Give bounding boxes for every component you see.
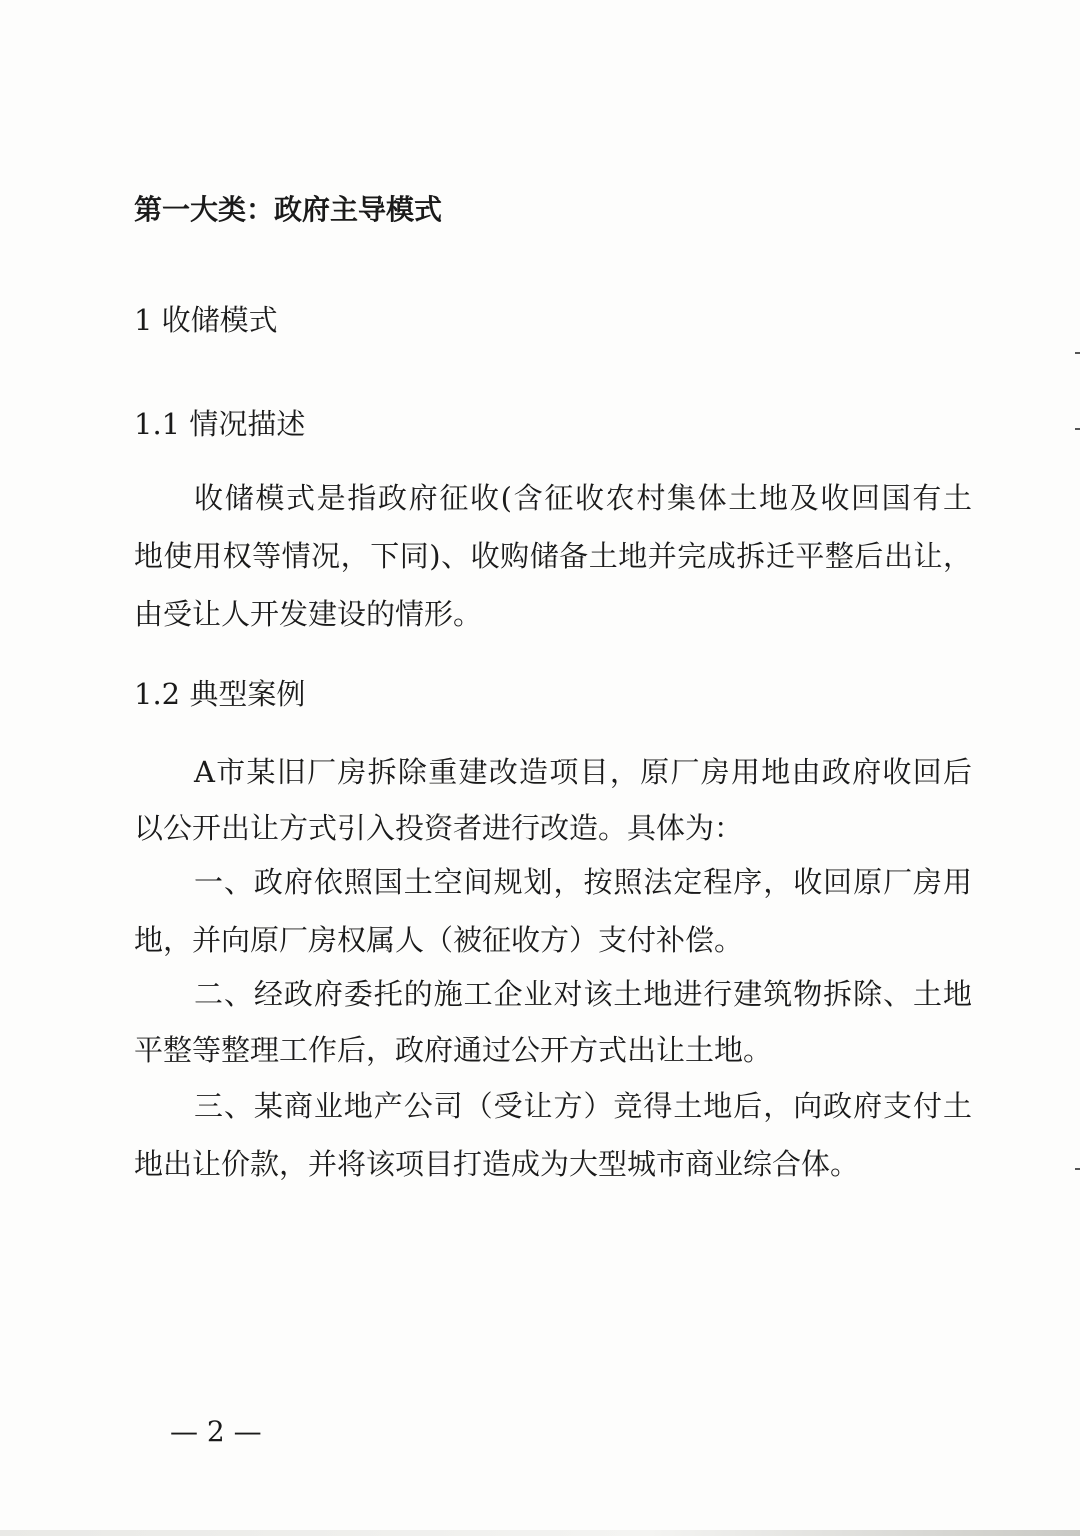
paragraph-line: 平整等整理工作后，政府通过公开方式出让土地。 xyxy=(134,1033,773,1067)
section-heading: 1 收储模式 xyxy=(134,303,278,337)
page-number: — 2 — xyxy=(170,1415,262,1448)
subsection-heading-description: 1.1 情况描述 xyxy=(134,407,306,441)
paragraph-line: 收储模式是指政府征收(含征收农村集体土地及收回国有土 xyxy=(194,481,972,515)
paragraph-line: 地使用权等情况，下同)、收购储备土地并完成拆迁平整后出让， xyxy=(134,539,972,573)
paragraph-line: 以公开出让方式引入投资者进行改造。具体为： xyxy=(134,811,744,845)
category-heading: 第一大类：政府主导模式 xyxy=(134,193,443,226)
paragraph-line: 二、经政府委托的施工企业对该土地进行建筑物拆除、土地 xyxy=(194,977,972,1011)
subsection-heading-case: 1.2 典型案例 xyxy=(134,677,306,711)
scan-bottom-edge xyxy=(0,1530,1080,1536)
paragraph-line: 地，并向原厂房权属人（被征收方）支付补偿。 xyxy=(134,923,744,957)
paragraph-line: 地出让价款，并将该项目打造成为大型城市商业综合体。 xyxy=(134,1147,860,1181)
scan-edge-mark xyxy=(1075,1168,1080,1170)
paragraph-line: A市某旧厂房拆除重建改造项目，原厂房用地由政府收回后 xyxy=(194,755,972,789)
scan-edge-mark xyxy=(1075,352,1080,354)
scan-edge-mark xyxy=(1075,428,1080,430)
paragraph-line: 由受让人开发建设的情形。 xyxy=(134,597,483,631)
paragraph-line: 三、某商业地产公司（受让方）竞得土地后，向政府支付土 xyxy=(194,1089,972,1123)
paragraph-line: 一、政府依照国土空间规划，按照法定程序，收回原厂房用 xyxy=(194,865,972,899)
